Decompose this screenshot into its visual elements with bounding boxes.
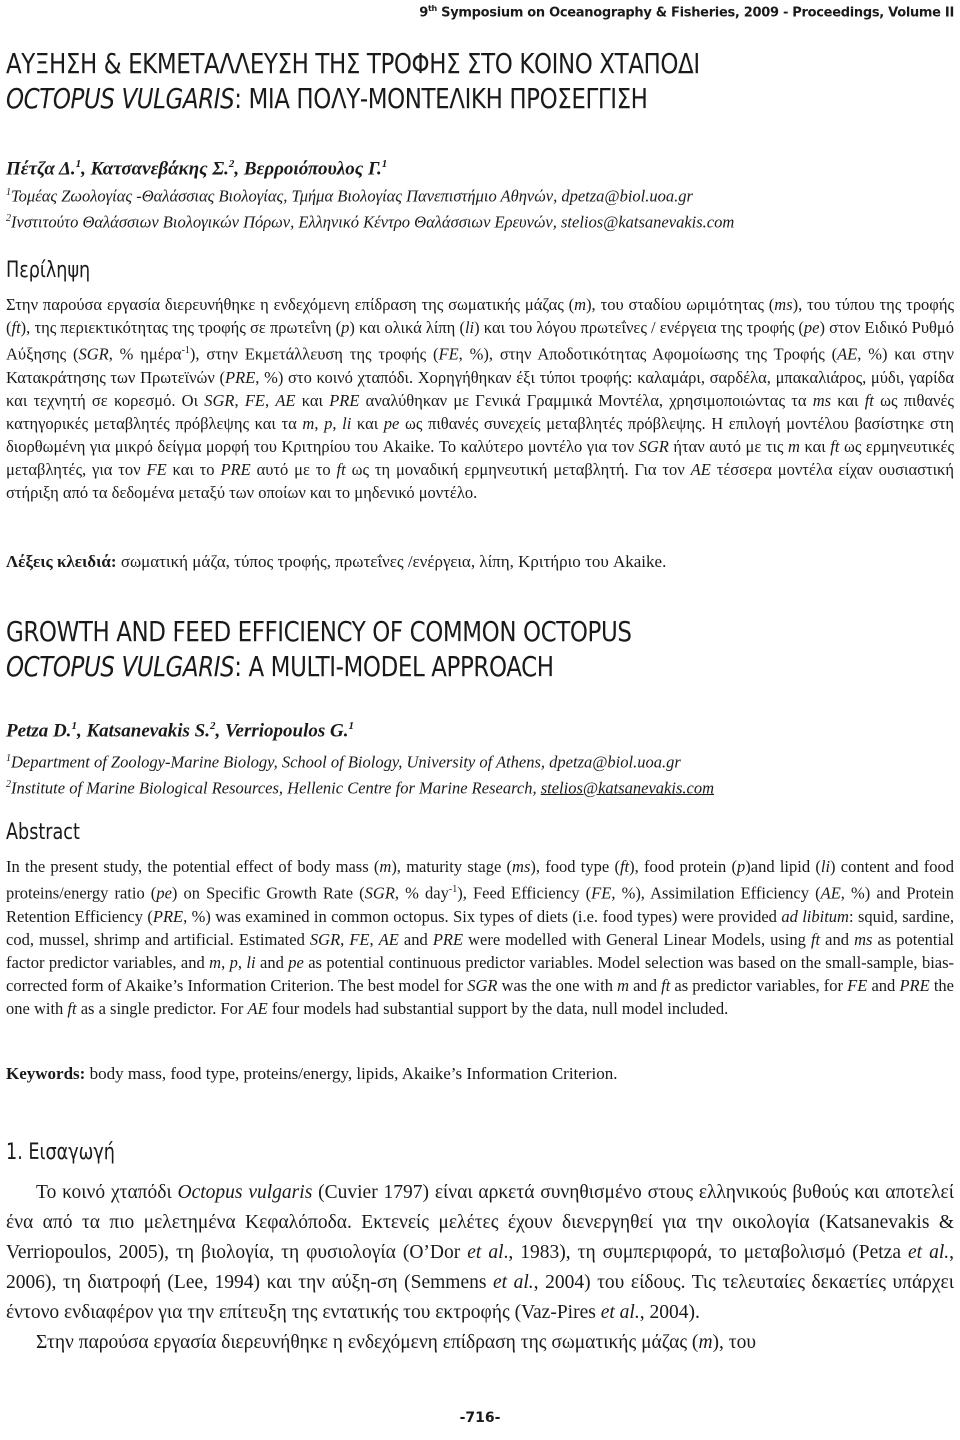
text-run: , (340, 929, 350, 949)
italic-term: et al. (600, 1302, 640, 1323)
italic-term: FE (244, 390, 265, 410)
text-run: , %) και στην Κατακράτησης των Πρωτεϊνών ( (6, 344, 955, 387)
intro-heading: 1. Εισαγωγή (6, 1140, 115, 1165)
italic-term: p (324, 413, 333, 433)
text-run: , (314, 413, 325, 433)
text-run: ως πιθανές συνεχείς μεταβλητές πρόβλεψης. Η επιλογή μοντέλου βασίστηκε στη διορθωμένη για μικρό δείγμα μορφή του Κριτηρίου του Akaike. Το καλύτερο μοντέλο για τον (6, 413, 955, 456)
text-run: Στην παρούσα εργασία διερευνήθηκε η ενδεχόμενη επίδραση της σωματικής μάζας ( (36, 1332, 699, 1353)
text-run: : squid, sardine, cod, mussel, shrimp and artificial. Estimated (6, 906, 954, 949)
email-link[interactable]: stelios@katsanevakis.com (540, 778, 714, 797)
italic-term: ms (854, 929, 873, 949)
italic-term: SGR (78, 344, 109, 364)
italic-term: AE (378, 929, 399, 949)
italic-term: ms (512, 857, 531, 876)
text-run: ), food type ( (530, 857, 620, 876)
italic-term: m (698, 1332, 713, 1353)
text-run: ήταν αυτό με τις (668, 436, 789, 456)
italic-term: ms (774, 295, 793, 314)
intro-paragraph-1 (6, 1178, 954, 1328)
english-affiliation-2: $^2$Institute of Marine Biological Resources, Hellenic Centre for Marine Research, stelios@katsanevakis.com (6, 778, 714, 797)
text-run: ), του σταδίου ωριμότητας ( (586, 295, 775, 314)
italic-term: ft (661, 975, 671, 995)
italic-term: pe (156, 883, 172, 903)
italic-term: ft (619, 857, 630, 876)
text-run: four models had substantial support by the data, null model included. (267, 998, 729, 1018)
text-run: ), της περιεκτικότητας της τροφής σε πρωτεΐνη ( (20, 318, 342, 337)
text-run: ως πιθανές κατηγορικές μεταβλητές πρόβλεψης και τα (6, 390, 954, 433)
greek-keywords: Λέξεις κλειδιά: σωματική μάζα, τύπος τροφής, πρωτεΐνες /ενέργεια, λίπη, Κριτήριο του Akaike. (6, 552, 667, 571)
text-run: και (295, 390, 330, 410)
italic-term: m (574, 295, 587, 314)
text-run: , %) was examined in common octopus. Six types of diets (i.e. food types) were provided (183, 906, 782, 926)
english-affiliations (6, 748, 714, 799)
italic-term: ft (336, 459, 346, 479)
italic-term: m (302, 413, 315, 433)
text-run: ) στον Ειδικό Ρυθμό Αύξησης ( (6, 318, 954, 364)
text-run: )and lipid ( (745, 857, 821, 876)
italic-term: FE (146, 459, 167, 479)
text-run: as predictor variables, for (670, 975, 848, 995)
italic-term: FE (591, 883, 612, 903)
italic-term: p (341, 318, 350, 337)
text-run: , 2004) του είδους. Τις τελευταίες δεκαετίες υπάρχει έντονο ενδιαφέρον για την επίτευξη της εντατικής του εκτροφής (Vaz-Pires (6, 1272, 954, 1323)
english-keywords: Keywords: body mass, food type, proteins/energy, lipids, Akaike’s Information Criterion. (6, 1064, 618, 1083)
italic-term: ms (812, 390, 832, 410)
text-run: ως τη μοναδική ερμηνευτική μεταβλητή. Για τον (345, 459, 691, 479)
greek-title-line2: OCTOPUS VULGARIS: ΜΙΑ ΠΟΛΥ-ΜΟΝΤΕΛΙΚΗ ΠΡΟΣΕΓΓΙΣΗ (6, 82, 648, 115)
text-run: ., 1983), τη συμπεριφορά, το μεταβολισμό (Petza (503, 1242, 908, 1263)
text-run: αυτό με το (250, 459, 337, 479)
text-run: , (265, 390, 276, 410)
greek-title (6, 46, 949, 116)
text-run: ), food protein ( (629, 857, 737, 876)
text-run: ), του (712, 1332, 757, 1353)
text-run: ) content and food proteins/energy ratio ( (6, 857, 954, 903)
italic-term: m (788, 436, 800, 456)
text-run: , %), Assimilation Efficiency ( (611, 883, 821, 903)
italic-term: AE (690, 459, 711, 479)
text-run: ) και ολικά λίπη ( (349, 318, 465, 337)
superscript: -1 (181, 345, 190, 356)
text-run: Το κοινό χταπόδι (36, 1182, 178, 1203)
italic-term: m (209, 952, 222, 972)
italic-term: ft (11, 318, 21, 337)
italic-term: AE (820, 883, 841, 903)
italic-term: li (820, 857, 831, 876)
text-run: και το (166, 459, 221, 479)
text-run: , 2006), τη διατροφή (Lee, 1994) και την αύξη-ση (Semmens (6, 1242, 954, 1293)
text-run: and (255, 952, 289, 972)
italic-term: m (379, 857, 392, 876)
text-run: Στην παρούσα εργασία διερευνήθηκε η ενδεχόμενη επίδραση της σωματικής μάζας ( (6, 295, 575, 314)
italic-term: FE (438, 344, 459, 364)
text-run: as potential continuous predictor variables. Model selection was based on the small-sample, bias-corrected form of Akaike’s Information Criterion. The best model for (6, 952, 955, 995)
italic-term: Octopus vulgaris (177, 1182, 313, 1203)
text-run: and (398, 929, 433, 949)
italic-term: ft (864, 390, 874, 410)
italic-term: ft (67, 998, 77, 1018)
english-abstract-body (6, 855, 954, 1020)
running-header: 9th Symposium on Oceanography & Fisheries, 2009 - Proceedings, Volume II (419, 4, 954, 21)
italic-term: p (229, 952, 238, 972)
text-run: , % ημέρα (108, 344, 182, 364)
text-run: and (820, 929, 855, 949)
italic-term: PRE (432, 929, 464, 949)
text-run: , 2004). (639, 1302, 700, 1323)
italic-term: PRE (225, 367, 256, 387)
italic-term: SGR (467, 975, 498, 995)
english-affiliation-1: $^1$Department of Zoology-Marine Biology, School of Biology, University of Athens, dpetza@biol.uoa.gr (6, 752, 681, 772)
italic-term: et al. (908, 1242, 950, 1263)
italic-term: li (464, 318, 475, 337)
text-run: , (234, 390, 245, 410)
greek-authors: Πέτζα Δ.$^1$, Κατσανεβάκης Σ.$^2$, Βερροιόπουλος Γ.$^1$ (6, 158, 388, 180)
text-run: was the one with (497, 975, 618, 995)
intro-paragraph-2 (6, 1328, 954, 1358)
italic-term: SGR (638, 436, 669, 456)
italic-term: SGR (204, 390, 235, 410)
italic-term: et al. (493, 1272, 534, 1293)
text-run: , %), στην Αποδοτικότητας Αφομοίωσης της Τροφής ( (458, 344, 838, 364)
text-run: as potential factor predictor variables, and (6, 929, 954, 972)
text-run: as a single predictor. For (76, 998, 248, 1018)
text-run: , (237, 952, 247, 972)
english-title-line1: GROWTH AND FEED EFFICIENCY OF COMMON OCTOPUS (6, 615, 632, 648)
italic-term: AE (247, 998, 268, 1018)
text-run: were modelled with General Linear Models, using (463, 929, 811, 949)
superscript: -1 (448, 884, 458, 895)
text-run: ) on Specific Growth Rate ( (171, 883, 365, 903)
greek-affiliation-2: $^2$Ινστιτούτο Θαλάσσιων Βιολογικών Πόρων, Ελληνικό Κέντρο Θαλάσσιων Ερευνών, stelios@katsanevakis.com (6, 212, 735, 231)
text-run: ως ερμηνευτικές μεταβλητές, για τον (6, 436, 954, 479)
text-run: ), του τύπου της τροφής ( (6, 295, 954, 337)
italic-term: FE (847, 975, 868, 995)
greek-abstract-heading: Περίληψη (6, 258, 91, 283)
italic-term: pe (803, 318, 820, 337)
italic-term: pe (383, 413, 400, 433)
english-authors: Petza D.$^1$, Katsanevakis S.$^2$, Verriopoulos G.$^1$ (6, 720, 354, 742)
italic-term: li (342, 413, 352, 433)
text-run: (Cuvier 1797) είναι αρκετά συνηθισμένο στους ελληνικούς βυθούς και αποτελεί ένα από τα πιο μελετημένα Κεφαλόποδα. Εκτενείς μελέτες έχουν διενεργηθεί για την οικολογία (Katsanevakis & Verriopoulos, 2005), τη βιολογία, τη φυσιολογία (O’Dor (6, 1182, 954, 1263)
text-run: τέσσερα μοντέλα είχαν ουσιαστική στήριξη από τα δεδομένα μεταξύ των οποίων και το μηδενικό μοντέλο. (6, 459, 954, 502)
text-run: In the present study, the potential effect of body mass ( (6, 857, 380, 876)
english-abstract-heading: Abstract (6, 820, 80, 845)
italic-term: p (737, 857, 746, 876)
italic-term: pe (288, 952, 304, 972)
italic-term: ft (810, 929, 821, 949)
greek-affiliation-1: $^1$Τομέας Ζωολογίας -Θαλάσσιας Βιολογίας, Τμήμα Βιολογίας Πανεπιστήμιο Αθηνών, dpetza@biol.uoa.gr (6, 186, 693, 206)
english-title-line2: OCTOPUS VULGARIS: A MULTI-MODEL APPROACH (6, 650, 554, 683)
text-run: , %) στο κοινό χταπόδι. Χορηγήθηκαν έξι τύποι τροφής: καλαμάρι, σαρδέλα, μπακαλιάρος, μύδι, γαρίδα και τεχνητή σε κορεσμό. Οι (6, 367, 954, 410)
italic-term: FE (349, 929, 370, 949)
text-run: και (799, 436, 831, 456)
italic-term: PRE (329, 390, 360, 410)
text-run: ) και του λόγου πρωτεΐνες / ενέργεια της τροφής ( (474, 318, 804, 337)
page-number: -716- (459, 1410, 501, 1426)
italic-term: m (617, 975, 630, 995)
text-run: , (332, 413, 343, 433)
italic-term: SGR (364, 883, 395, 903)
text-run: , (369, 929, 379, 949)
italic-term: ad libitum (781, 906, 849, 926)
english-title (6, 614, 949, 684)
greek-title-line1: ΑΥΞΗΣΗ & ΕΚΜΕΤΑΛΛΕΥΣΗ ΤΗΣ ΤΡΟΦΗΣ ΣΤΟ ΚΟΙΝΟ ΧΤΑΠΟΔΙ (6, 47, 700, 80)
text-run: αναλύθηκαν με Γενικά Γραμμικά Μοντέλα, χρησιμοποιώντας τα (359, 390, 813, 410)
text-run: ), maturity stage ( (391, 857, 513, 876)
italic-term: li (246, 952, 256, 972)
italic-term: AE (275, 390, 296, 410)
text-run: και (831, 390, 865, 410)
italic-term: SGR (309, 929, 341, 949)
italic-term: PRE (220, 459, 251, 479)
greek-affiliations (6, 182, 734, 233)
text-run: , % day (394, 883, 449, 903)
text-run: and (867, 975, 900, 995)
text-run: , (221, 952, 230, 972)
text-run: the one with (6, 975, 954, 1018)
text-run: ), Feed Efficiency ( (457, 883, 592, 903)
italic-term: et al (467, 1242, 504, 1263)
text-run: , %) and Protein Retention Efficiency ( (6, 883, 954, 926)
text-run: and (629, 975, 662, 995)
text-run: και (351, 413, 384, 433)
italic-term: ft (830, 436, 840, 456)
italic-term: AE (837, 344, 858, 364)
text-run: ), στην Εκμετάλλευση της τροφής ( (189, 344, 439, 364)
italic-term: PRE (899, 975, 930, 995)
italic-term: PRE (152, 906, 184, 926)
greek-abstract-body (6, 293, 954, 504)
